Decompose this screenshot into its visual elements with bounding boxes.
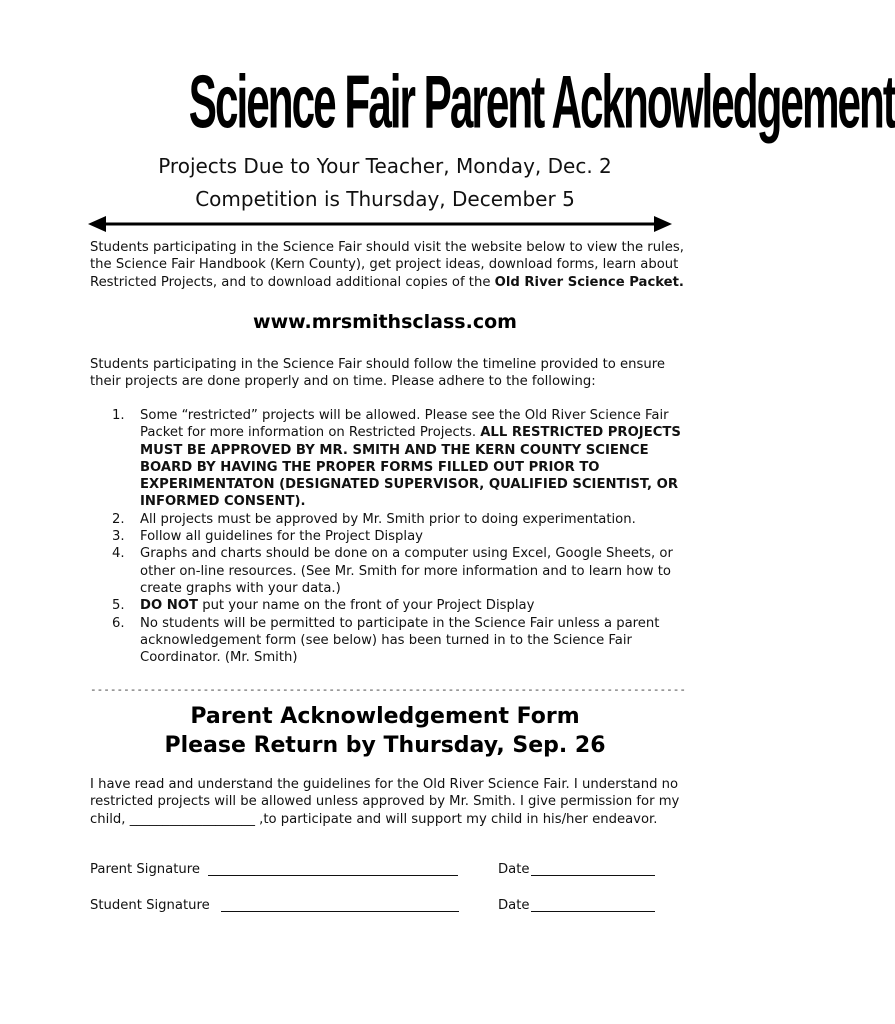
student-signature-field[interactable]: [221, 911, 459, 912]
date-label: Date: [498, 862, 530, 877]
intro-text: Students participating in the Science Fair should visit the website below to view the rules, the Science Fair Handbook (Kern County), get project ideas, download forms, learn about Restricted Projects, and to download additional copies of the: [90, 240, 684, 290]
title-block: [80, 52, 895, 152]
parent-date-field[interactable]: [531, 875, 655, 876]
acknowledgement-statement: I have read and understand the guidelines for the Old River Science Fair. I understand no restricted projects will be allowed unless approved by Mr. Smith. I give permission for my child, ___________________ ,to participate and will support my child in his/her endeavor.: [90, 777, 680, 827]
double-arrow-icon: [88, 213, 672, 235]
parent-signature-field[interactable]: [208, 875, 458, 876]
competition-date-line: Competition is Thursday, December 5: [195, 187, 575, 211]
intro-paragraph: [90, 239, 686, 291]
document-title: Science Fair Parent Acknowledgement: [188, 59, 895, 145]
list-item: [90, 511, 690, 528]
list-item-text: Graphs and charts should be done on a computer using Excel, Google Sheets, or other on-line resources. (See Mr. Smith for more information and to learn how to create graphs with your data.): [140, 546, 673, 596]
student-date-field[interactable]: [531, 911, 655, 912]
return-deadline: Please Return by Thursday, Sep. 26: [164, 733, 606, 758]
list-item: [90, 615, 690, 667]
list-item-text: Some “restricted” projects will be allowed. Please see the Old River Science Fair Packet for more information on Restricted Projects.: [140, 408, 669, 441]
student-signature-label: Student Signature: [90, 898, 210, 913]
website-link[interactable]: www.mrsmithsclass.com: [253, 311, 517, 333]
date-label: Date: [498, 898, 530, 913]
list-item-bold-text: ALL RESTRICTED PROJECTS MUST BE APPROVED BY MR. SMITH AND THE KERN COUNTY SCIENCE BOARD BY HAVING THE PROPER FORMS FILLED OUT PRIOR TO EXPERIMENTATON (DESIGNATED SUPERVISOR, QUALIFIED SCIENTIST, OR INFORMED CONSENT).: [140, 425, 681, 510]
list-item-text: put your name on the front of your Project Display: [198, 598, 535, 614]
list-item-text: All projects must be approved by Mr. Smith prior to doing experimentation.: [140, 511, 636, 527]
list-item-number: 6.: [112, 615, 125, 631]
rules-list: [90, 407, 690, 666]
parent-signature-label: Parent Signature: [90, 862, 201, 877]
list-item-number: 2.: [112, 511, 125, 527]
list-item: [90, 545, 690, 597]
list-item: [90, 528, 690, 545]
list-item: [90, 407, 690, 511]
intro-bold-text: Old River Science Packet.: [494, 274, 684, 290]
list-item-text: No students will be permitted to participate in the Science Fair unless a parent acknowledgement form (see below) has been turned in to the Science Fair Coordinator. (Mr. Smith): [140, 615, 660, 666]
form-title: Parent Acknowledgement Form: [190, 704, 580, 729]
cut-line-divider: ------------------------------------------------------------------------------------------: [90, 683, 687, 696]
list-item-number: 1.: [112, 408, 125, 423]
list-item-number: 4.: [112, 546, 125, 562]
timeline-intro: Students participating in the Science Fair should follow the timeline provided to ensure their projects are done properly and on time. Please adhere to the following:: [90, 357, 665, 390]
list-item-text: Follow all guidelines for the Project Display: [140, 529, 423, 545]
list-item-number: 3.: [112, 529, 125, 545]
due-date-line: Projects Due to Your Teacher, Monday, Dec. 2: [158, 154, 612, 178]
list-item-bold-text: DO NOT: [140, 598, 198, 614]
list-item: [90, 597, 690, 614]
list-item-number: 5.: [112, 598, 125, 614]
